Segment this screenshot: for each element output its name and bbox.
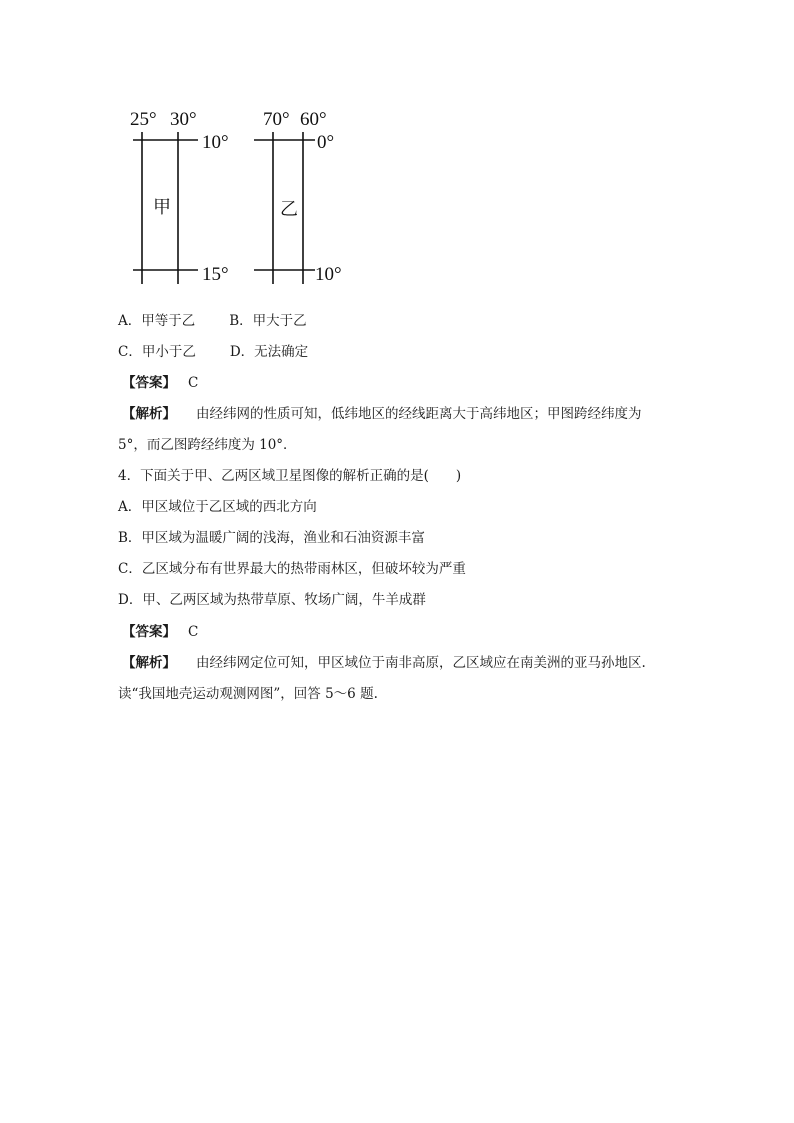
left-lat-top-label: 10°: [202, 132, 229, 153]
q3-analysis-text-1: 由经纬网的性质可知，低纬地区的经线距离大于高纬地区；甲图跨经纬度为: [196, 406, 642, 422]
q4-stem-text: 4．下面关于甲、乙两区域卫星图像的解析正确的是( ): [118, 468, 462, 484]
q3-answer: [122, 373, 198, 393]
left-lat-bottom-label: 15°: [202, 264, 229, 285]
q4-option-a-text: A．甲区域位于乙区域的西北方向: [118, 499, 317, 515]
q4-analysis: [122, 653, 646, 673]
q3-analysis-text-2: 5°，而乙图跨经纬度为 10°．: [118, 437, 297, 453]
q4-option-b-text: B．甲区域为温暖广阔的浅海，渔业和石油资源丰富: [118, 530, 425, 546]
right-lon-right-label: 60°: [300, 109, 327, 130]
latlon-grid-figure: [120, 100, 360, 295]
right-lat-top-label: 0°: [317, 132, 335, 153]
next-question-intro-text: 读“我国地壳运动观测网图”，回答 5～6 题.: [118, 686, 378, 702]
q4-answer-tag: 【答案】: [122, 624, 176, 640]
region-yi-label: 乙: [280, 199, 298, 220]
q4-analysis-text: 由经纬网定位可知，甲区域位于南非高原，乙区域应在南美洲的亚马孙地区.: [196, 655, 646, 671]
q3-analysis-tag: 【解析】: [122, 406, 176, 422]
next-question-intro: [118, 684, 378, 704]
q4-answer-value: C: [188, 624, 199, 640]
right-lon-left-label: 70°: [263, 109, 290, 130]
q3-options-row-2: [118, 342, 308, 362]
right-lat-bottom-label: 10°: [315, 264, 342, 285]
q4-option-d-text: D．甲、乙两区域为热带草原、牧场广阔，牛羊成群: [118, 592, 426, 608]
q3-answer-tag: 【答案】: [122, 375, 176, 391]
q3-option-d[interactable]: D．无法确定: [229, 344, 309, 360]
q4-option-a[interactable]: [118, 497, 317, 517]
q4-option-d[interactable]: [118, 590, 426, 610]
region-jia-label: 甲: [153, 197, 171, 218]
q3-analysis-line-2: [118, 435, 297, 455]
q4-answer: [122, 622, 198, 642]
left-lon-left-label: 25°: [130, 109, 157, 130]
left-lon-right-label: 30°: [170, 109, 197, 130]
q3-option-a[interactable]: A．甲等于乙: [118, 313, 196, 329]
latlon-grid-svg: [120, 100, 360, 295]
q3-option-c[interactable]: C．甲小于乙: [118, 344, 196, 360]
q4-analysis-tag: 【解析】: [122, 655, 176, 671]
q3-option-b[interactable]: B．甲大于乙: [229, 313, 307, 329]
q3-answer-value: C: [188, 375, 199, 391]
q3-options-row-1: [118, 311, 307, 331]
q4-option-c-text: C．乙区域分布有世界最大的热带雨林区，但破坏较为严重: [118, 561, 466, 577]
q4-option-b[interactable]: [118, 528, 425, 548]
q3-analysis-line-1: [122, 404, 642, 424]
q4-stem: [118, 466, 461, 486]
q4-option-c[interactable]: [118, 559, 466, 579]
